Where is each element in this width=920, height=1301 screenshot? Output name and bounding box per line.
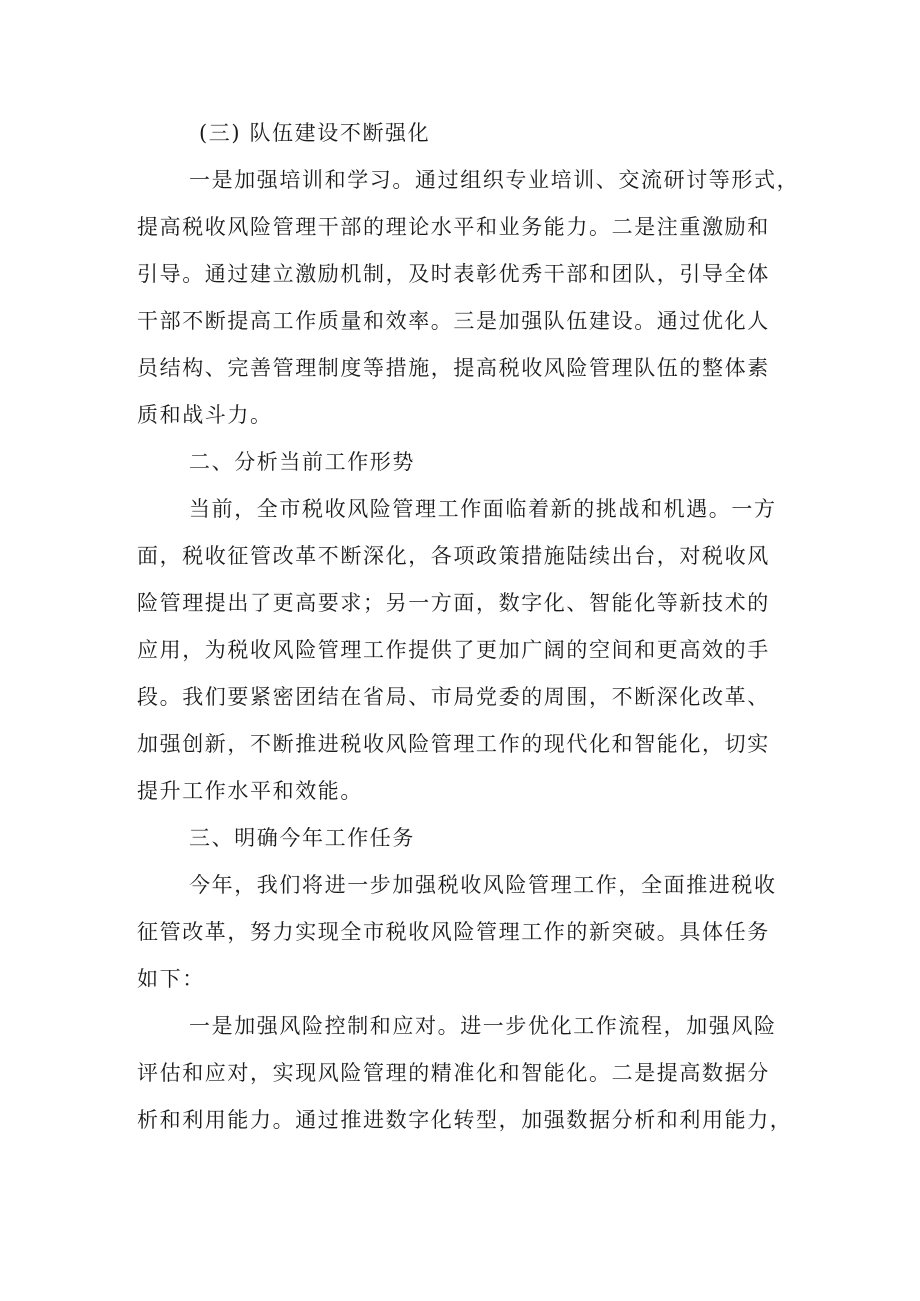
- paragraph-line: 一是加强风险控制和应对。进一步优化工作流程，加强风险: [189, 1014, 777, 1038]
- paragraph-line: 应用，为税收风险管理工作提供了更加广阔的空间和更高效的手: [137, 638, 770, 662]
- section-heading-tasks: 三、明确今年工作任务: [189, 826, 415, 850]
- paragraph-line: 当前，全市税收风险管理工作面临着新的挑战和机遇。一方: [189, 497, 777, 521]
- paragraph-line: 提高税收风险管理干部的理论水平和业务能力。二是注重激励和: [137, 215, 770, 239]
- paragraph-line: 提升工作水平和效能。: [137, 779, 363, 803]
- paragraph-line: 一是加强培训和学习。通过组织专业培训、交流研讨等形式，: [189, 168, 800, 192]
- paragraph-line: 今年，我们将进一步加强税收风险管理工作，全面推进税收: [189, 873, 777, 897]
- paragraph-line: 质和战斗力。: [137, 403, 273, 427]
- section-heading-situation: 二、分析当前工作形势: [189, 450, 415, 474]
- paragraph-line: 加强创新，不断推进税收风险管理工作的现代化和智能化，切实: [137, 732, 770, 756]
- document-page: [137, 110, 800, 1144]
- paragraph-line: 员结构、完善管理制度等措施，提高税收风险管理队伍的整体素: [137, 356, 770, 380]
- paragraph-line: 析和利用能力。通过推进数字化转型，加强数据分析和利用能力，: [137, 1108, 793, 1132]
- paragraph-line: 征管改革，努力实现全市税收风险管理工作的新突破。具体任务: [137, 920, 770, 944]
- paragraph-line: 引导。通过建立激励机制，及时表彰优秀干部和团队，引导全体: [137, 262, 770, 286]
- paragraph-line: 面，税收征管改革不断深化，各项政策措施陆续出台，对税收风: [137, 544, 770, 568]
- paragraph-line: 险管理提出了更高要求；另一方面，数字化、智能化等新技术的: [137, 591, 770, 615]
- paragraph-line: 评估和应对，实现风险管理的精准化和智能化。二是提高数据分: [137, 1061, 770, 1085]
- paragraph-line: 干部不断提高工作质量和效率。三是加强队伍建设。通过优化人: [137, 309, 770, 333]
- paragraph-line: 如下：: [137, 967, 205, 991]
- paragraph-line: 段。我们要紧密团结在省局、市局党委的周围，不断深化改革、: [137, 685, 770, 709]
- subsection-heading-team: (三) 队伍建设不断强化: [199, 121, 431, 145]
